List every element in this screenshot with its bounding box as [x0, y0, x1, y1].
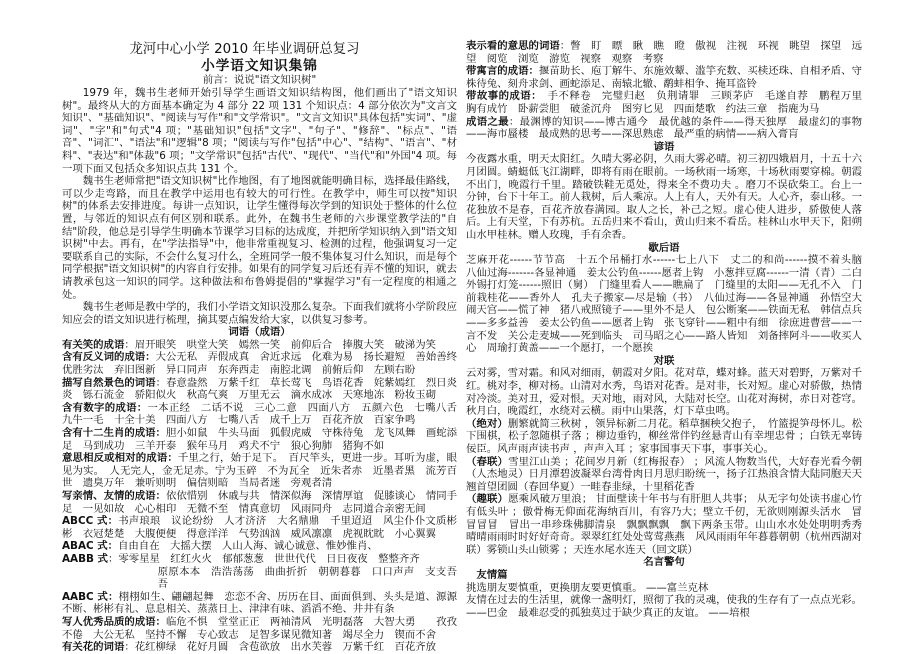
entry-text: 大公无私 弄假成真 舍近求远 化难为易 扬长避短 善始善终 优胜劣汰 弃旧图新 异口同声 东奔西走 南腔北调 前俯后仰 左顾右盼: [62, 351, 468, 377]
preface-paragraph: 魏书生老师是教中学的，我们小学语文知识没那么复杂。下面我们就将小学阶段应知应会的语文知识进行梳理，摘其要点编发给大家，以供复习参考。: [62, 301, 457, 326]
idiom-entry: 描写自然景色的词语：春意盎然 万紫千红 草长莺飞 鸟语花香 姹紫嫣红 烈日炎炎 铄石流金 骄阳似火 秋高气爽 万里无云 滴水成冰 天寒地冻 粉妆玉砌: [62, 376, 458, 402]
entry-text: 依依惜别 休戚与共 情深似海 深情厚谊 促膝谈心 情同手足 一见如故 心心相印 无微不至 情真意切 风雨同舟 志同道合亲密无间: [62, 490, 458, 515]
entry-text: 瞥 盯 瞟 瞅 瞧 瞪 傲视 注视 环视 眺望 探望 远望 阅览 浏览 游览 视察 观察 考察: [466, 40, 862, 65]
entry-label: 带寓言的成语：: [466, 65, 539, 78]
idiom-entry: [62, 427, 457, 452]
entry-label: ABAC 式：: [62, 540, 119, 553]
couplet-tag: （绝对）: [466, 417, 508, 430]
entry-label: 写人优秀品质的成语：: [62, 615, 166, 628]
idiom-entry: [62, 591, 457, 616]
preface-paragraph: 魏书生老师常把"语文知识树"比作地图，有了地图就能明确目标，选择最佳路线，可以少走弯路，而且在教学中运用也有较大的可行性。在教学中，师生可以按"知识树"的体系去安排进度。每讲一点知识，让学生懂得每次学到的知识处于整体的什么位置，与邻近的知识点有何区别和联系。此外，在魏书生老师的六步课堂教学法的"自结"阶段，他总是引导学生明确本节课学习目标的达成度，并把所学知识纳入到"语文知识树"中去。再有，在"学法指导"中，他非常重视复习、检测的过程，他强调复习一定要联系自己的实际，不会什么复习什么，全班同学一般不集体复习什么知识，而是每个同学根据"语文知识树"的内容自行安排。如果有的同学复习后还有弄不懂的知识，就去请教承包这一知识的同学。这种做法和布鲁姆提倡的"掌握学习"有一定程度的相通之处。: [62, 175, 457, 301]
entry-label: 写亲情、友情的成语：: [62, 490, 166, 502]
idiom-entry: [62, 515, 457, 540]
entry-label: 有关花的词语: [62, 641, 125, 654]
idiom-entry-continued: 原原本本 浩浩荡荡 曲曲折折 朝朝暮暮 口口声声 支支吾吾: [157, 565, 457, 591]
section-heading-couplets: 对联: [653, 354, 675, 367]
idiom-entry: [466, 65, 862, 90]
section-heading-quotes: 名言警句: [643, 556, 685, 569]
idiom-entry: AABB 式：零零星星 红红火火 郁郁葱葱 世世代代 日日夜夜 整整齐齐: [62, 552, 420, 565]
idiom-entry: [466, 90, 873, 115]
couplet-tag: （春联）: [466, 455, 509, 468]
couplet-text: 愿乘风破万里浪； 甘面壁读十年书与有肝胆人共事； 从无字句处读书虚心竹有低头叶 ；傲骨梅无仰面花海纳百川，有容乃大；壁立千仞，无欲则刚源头活水 冒冒冒冒 冒出一串珍珠佛脚清泉 飘飘飘飘 飘下两条玉带。山山水水处处明明秀秀 晴晴雨雨时时好好奇奇。翠翠红红处处莺莺燕燕 风风雨雨年年暮暮朝朝（杭州西湖对联）雾锁山头山锁雾 ；天连水尾水连天（回文联）: [466, 493, 873, 556]
entry-text: 揠苗助长、庖丁解牛、东施效颦、滥竽充数、买椟还珠、自相矛盾、守株待兔、刻舟求剑、画蛇添足、南辕北辙、鹬蚌相争、掩耳盗铃: [466, 65, 862, 90]
entry-label: 含有反义词的成语：: [62, 351, 156, 364]
entry-label: 成语之最: [466, 115, 509, 128]
quote-line: 友情在过去的生活里，就像一盏明灯，照彻了我的灵魂，使我的生存有了一点点光彩。——巴金 最难忍受的孤独莫过于缺少真正的友谊。 ——培根: [466, 594, 862, 619]
entry-text: 眉开眼笑 哄堂大笑 嫣然一笑 前仰后合 捧腹大笑 破涕为笑: [134, 338, 437, 351]
preface-title: 前言：说说"语文知识树": [202, 74, 317, 86]
entry-text: 栩栩如生、翩翩起舞 恋恋不舍、历历在目、面面俱到、头头是道、源源不断、彬彬有礼、息息相关、蒸蒸日上、津津有味、滔滔不绝、井井有条: [62, 590, 458, 616]
entry-text: 一本正经 二话不说 三心二意 四面八方 五颜六色 七嘴八舌 九牛一毛 十全十美 四面八方 七嘴八舌 成千上万 百花齐放 百家争鸣: [62, 401, 468, 427]
idiom-entry: 有关笑的成语：眉开眼笑 哄堂大笑 嫣然一笑 前仰后合 捧腹大笑 破涕为笑: [62, 338, 437, 351]
idiom-entry: [62, 616, 457, 641]
quotes-subheading: 友情篇: [476, 568, 508, 581]
entry-text: 花红柳绿 花好月圆 含苞欲放 出水芙蓉 万紫千红 百花齐放: [134, 641, 437, 654]
quote-line: 挑选朋友要慎重，更换朋友要更慎重。 ——富兰克林: [466, 581, 709, 594]
section-heading-xiehouyu: 歇后语: [648, 241, 680, 254]
proverbs-text: 今夜露水重，明天太阳红。久晴大雾必阴，久雨大雾必晴。初三初四娥眉月，十五十六月团圆。蜻蜓低飞江湖畔，即将有雨在眼前。一场秋雨一场寒，十场秋雨要穿棉。朝霞不出门，晚霞行千里。踏破铁鞋无觅处，得来全不费功夫 。磨刀不误砍柴工。台上一分钟，台下十年工。前人栽树，后人乘凉。人上有人，天外有天。人心齐，泰山移。一花独放不是春，百花齐放春满园。取人之长，补己之短。虚心使人进步，骄傲使人落后。上有天堂，下有苏杭。五岳归来不看山，黄山归来不看岳。桂林山水甲天下，阳朔山水甲桂林。赠人玫瑰，手有余香。: [466, 153, 862, 241]
entry-text: 自由自在 大摇大摆 人山人海、诚心诚意、惟妙惟肖、: [118, 540, 378, 553]
idiom-entry: [62, 490, 457, 515]
entry-label: 含有十二生肖的成语：: [62, 427, 166, 440]
couplet-text: 删繁就简三秋树 ，领异标新二月花。稻草捆秧父抱子， 竹篮提笋母怀儿。松下围棋，松子忽随棋子落 ；柳边垂钓，柳丝常伴钓丝悬青山有幸埋忠骨 ；白铁无辜铸佞臣。风声雨声读书声 ，声声入耳 ；家事国事天下事，事事关心。: [466, 417, 862, 455]
entry-label: AABB 式: [62, 552, 108, 565]
idiom-entry: [62, 540, 457, 553]
entry-label: 有关笑的成语: [62, 338, 125, 351]
entry-text: 春意盎然 万紫千红 草长莺飞 鸟语花香 姹紫嫣红 烈日炎炎 铄石流金 骄阳似火 秋高气爽 万里无云 滴水成冰 天寒地冻 粉妆玉砌: [62, 376, 458, 402]
left-column: [62, 42, 468, 654]
entry-label: ABCC 式：: [62, 515, 119, 528]
preface-paragraph: 1979 年，魏书生老师开始引导学生画语文知识结构图，他们画出了"语文知识树"。最终从大的方面基本确定为 4 部分 22 项 131 个知识点：4 部分依次为"文言文知识"、"基础知识"、"阅读与写作"和"文学常识"。"文言文知识"具体包括"实词"、"虚词"、"字"和"句式"4 项；"基础知识"包括"文字"、"句子"、"修辞"、"标点"、"语音"、"词汇"、"语法"和"逻辑"8 项；"阅读与写作"包括"中心"、"结构"、"语言"、"材料"、"表达"和"体裁"6 项；"文学常识"包括"古代"、"现代"、"当代"和"外国"4 项。每一项下面又包括众多知识点共 131 个。: [62, 87, 457, 175]
idiom-entry: 有关花的词语：花红柳绿 花好月圆 含苞欲放 出水芙蓉 万紫千红 百花齐放: [62, 641, 437, 654]
couplet-group: [466, 493, 873, 556]
entry-label: 意思相反或相对的成语：: [62, 452, 178, 465]
entry-text: 零零星星 红红火火 郁郁葱葱 世世代代 日日夜夜 整整齐齐: [118, 552, 420, 565]
right-column: [466, 40, 873, 619]
idiom-entry: 成语之最：最渊博的知识——博古通今 最优越的条件——得天独厚 最虚幻的事物——海市蜃楼 最成熟的思考——深思熟虑 最严重的病情——病入膏肓: [466, 115, 863, 141]
couplet-group: [466, 456, 862, 494]
entry-label: 带故事的成语：: [466, 90, 537, 103]
entry-label: 描写自然景色的词语: [62, 376, 156, 389]
section-heading-proverbs: 谚语: [653, 140, 675, 153]
couplet-group: [466, 418, 862, 456]
school-title: 龙河中心小学 2010 年毕业调研总复习: [129, 42, 360, 57]
entry-label: 含有数字的成语：: [62, 401, 148, 414]
entry-label: AABC 式：: [62, 590, 119, 603]
entry-text: 最渊博的知识——博古通今 最优越的条件——得天独厚 最虚幻的事物——海市蜃楼 最成熟的思考——深思熟虑 最严重的病情——病入膏肓: [466, 115, 863, 141]
couplet-tag: （趣联）: [466, 493, 509, 506]
entry-label: 表示看的意思的词语: [466, 40, 560, 52]
entry-text: 千里之行，始于足下。 百尺竿头，更进一步。耳听为虚，眼见为实。 人无完人，金无足赤。宁为玉碎 不为瓦全 近朱者赤 近墨者黑 流芳百世 遗臭万年 兼听则明 偏信则暗 当局者迷 旁观者清: [62, 452, 457, 490]
section-heading-idioms: 词语（成语）: [228, 326, 291, 339]
entry-text: 胆小如鼠 牛头马面 狐假虎威 守株待兔 龙飞凤舞 画蛇添足 马到成功 三羊开泰 猴年马月 鸡犬不宁 狼心狗肺 猪狗不如: [62, 427, 458, 452]
idiom-entry: [62, 401, 468, 427]
entry-text: 书声琅琅 议论纷纷 人才济济 大名鼎鼎 千里迢迢 风尘仆仆文质彬彬 衣冠楚楚 大腹便便 得意洋洋 气势汹汹 威风凛凛 虎视眈眈 小心翼翼: [62, 515, 457, 540]
entry-text: 手不释卷 完璧归赵 负荆请罪 三顾茅庐 毛遂自荐 鹏程万里 胸有成竹 卧薪尝胆 破釜沉舟 图穷匕见 四面楚歌 约法三章 指鹿为马: [466, 90, 873, 115]
xiehouyu-text: 芝麻开花------节节高 十五个吊桶打水------七上八下 丈二的和尚------摸不着头脑 八仙过海-------各显神通 姜太公钓鱼------愿者上钩 小葱拌豆腐------一清（青）二白 外锡打灯笼------照旧（舅） 门缝里看人——瞧扁了 门缝里的太阳——无孔不入 门前栽桂花——香外人 孔夫子搬家—尽是输（书） 八仙过海——各显神通 孙悟空大闹天宫——慌了神 猪八戒照镜子——里外不是人 包公断案——铁面无私 韩信点兵——多多益善 姜太公钓鱼——愿者上钩 张飞穿针——粗中有细 徐庶进曹营——一言不发 关公走麦城——死到临头 司马昭之心——路人皆知 刘备摔阿斗——收买人心 周瑜打黄盖——一个愿打，一个愿挨: [466, 254, 873, 355]
entry-text: 临危不惧 堂堂正正 两袖清风 光明磊落 大智大勇 孜孜不倦 大公无私 坚持不懈 专心致志 足智多谋见微知著 竭尽全力 锲而不舍: [62, 615, 458, 641]
idiom-entry: [62, 351, 468, 377]
idiom-entry: 表示看的意思的词语：瞥 盯 瞟 瞅 瞧 瞪 傲视 注视 环视 眺望 探望 远望 阅览 浏览 游览 视察 观察 考察: [466, 40, 862, 65]
couplet-text: 雪里江山美 ；花间岁月新（红梅报春） ；风流人物数当代，大好春光看今朝（人杰地灵）日月潭碧波凝翠台湾骨肉日月思归盼统一，扬子江热浪含情大陆同胞天天翘首望团圆（春回华夏）一畦春韭绿，十里稻花香: [466, 455, 863, 493]
couplets-text: 云对雾，雪对霜。和风对细雨，朝霞对夕阳。花对草，蝶对蜂。蓝天对碧野，万紫对千红。桃对李，柳对杨。山清对水秀，鸟语对花香。是对非，长对短。虚心对骄傲，热情对冷淡。美对丑，爱对恨。天对地，雨对风，大陆对长空。山花对海树，赤日对苍穹。秋月白，晚霞红，水绕对云横。雨中山果落，灯下草虫鸣。: [466, 367, 862, 418]
document-title: 小学语文知识集锦: [201, 58, 318, 74]
idiom-entry: [62, 452, 457, 490]
